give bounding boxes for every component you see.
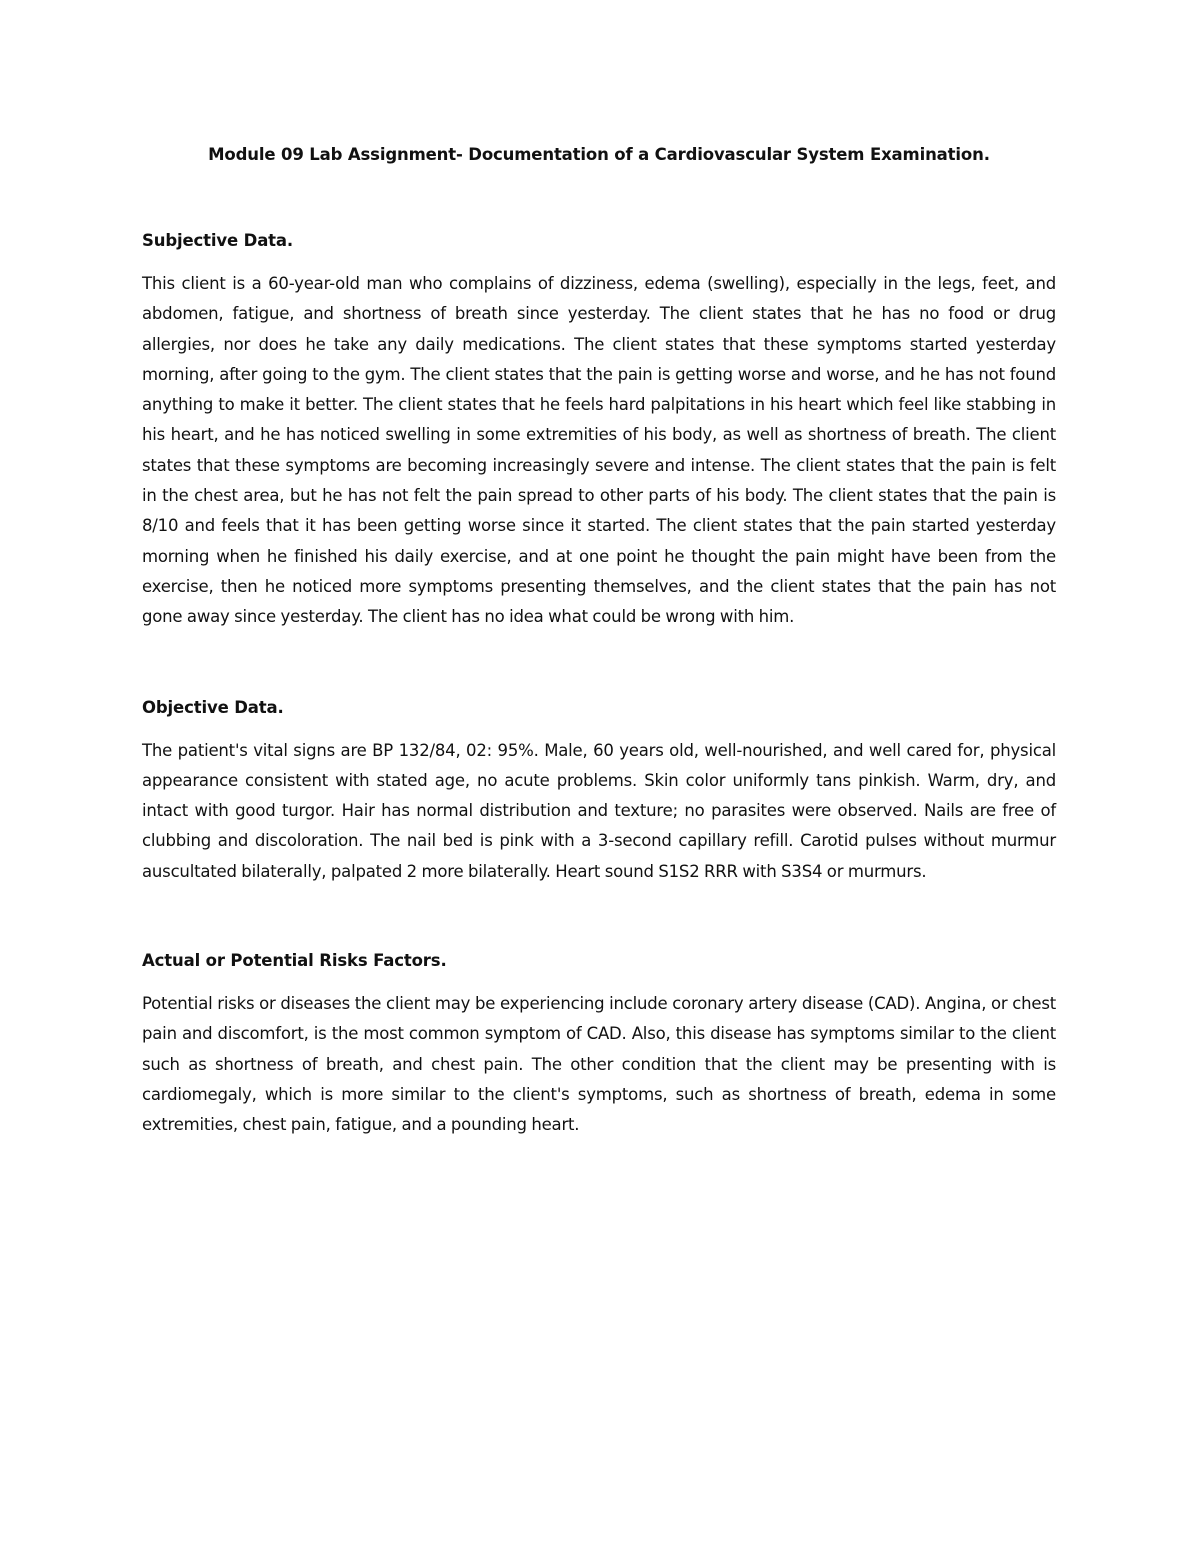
risk-factors-paragraph: Potential risks or diseases the client may be experiencing include coronary artery disease (CAD). Angina, or chest pain and discomfort, is the most common symptom of CAD. Also, this disease has symptoms similar to the client such as shortness of breath, and chest pain. The other condition that the client may be presenting with is cardiomegaly, which is more similar to the client's symptoms, such as shortness of breath, edema in some extremities, chest pain, fatigue, and a pounding heart. [142,994,1056,1135]
subjective-data-heading: Subjective Data. [142,231,294,250]
document-content [142,143,1056,1141]
objective-data-heading: Objective Data. [142,697,284,717]
subjective-data-paragraph: This client is a 60-year-old man who complains of dizziness, edema (swelling), especially in the legs, feet, and abdomen, fatigue, and shortness of breath since yesterday. The client states that he has no food or drug allergies, nor does he take any daily medications. The client states that these symptoms started yesterday morning, after going to the gym. The client states that the pain is getting worse and worse, and he has not found anything to make it better. The client states that he feels hard palpitations in his heart which feel like stabbing in his heart, and he has noticed swelling in some extremities of his body, as well as shortness of breath. The client states that these symptoms are becoming increasingly severe and intense. The client states that the pain is felt in the chest area, but he has not felt the pain spread to other parts of his body. The client states that the pain is 8/10 and feels that it has been getting worse since it started. The client states that the pain started yesterday morning when he finished his daily exercise, and at one point he thought the pain might have been from the exercise, then he noticed more symptoms presenting themselves, and the client states that the pain has not gone away since yesterday. The client has no idea what could be wrong with him. [142,274,1056,627]
objective-data-paragraph: The patient's vital signs are BP 132/84, 02: 95%. Male, 60 years old, well-nourished, and well cared for, physical appearance consistent with stated age, no acute problems. Skin color uniformly tans pinkish. Warm, dry, and intact with good turgor. Hair has normal distribution and texture; no parasites were observed. Nails are free of clubbing and discoloration. The nail bed is pink with a 3-second capillary refill. Carotid pulses without murmur auscultated bilaterally, palpated 2 more bilaterally. Heart sound S1S2 RRR with S3S4 or murmurs. [142,740,1056,881]
risk-factors-heading: Actual or Potential Risks Factors. [142,951,447,971]
document-title: Module 09 Lab Assignment- Documentation of a Cardiovascular System Examination. [208,145,990,164]
